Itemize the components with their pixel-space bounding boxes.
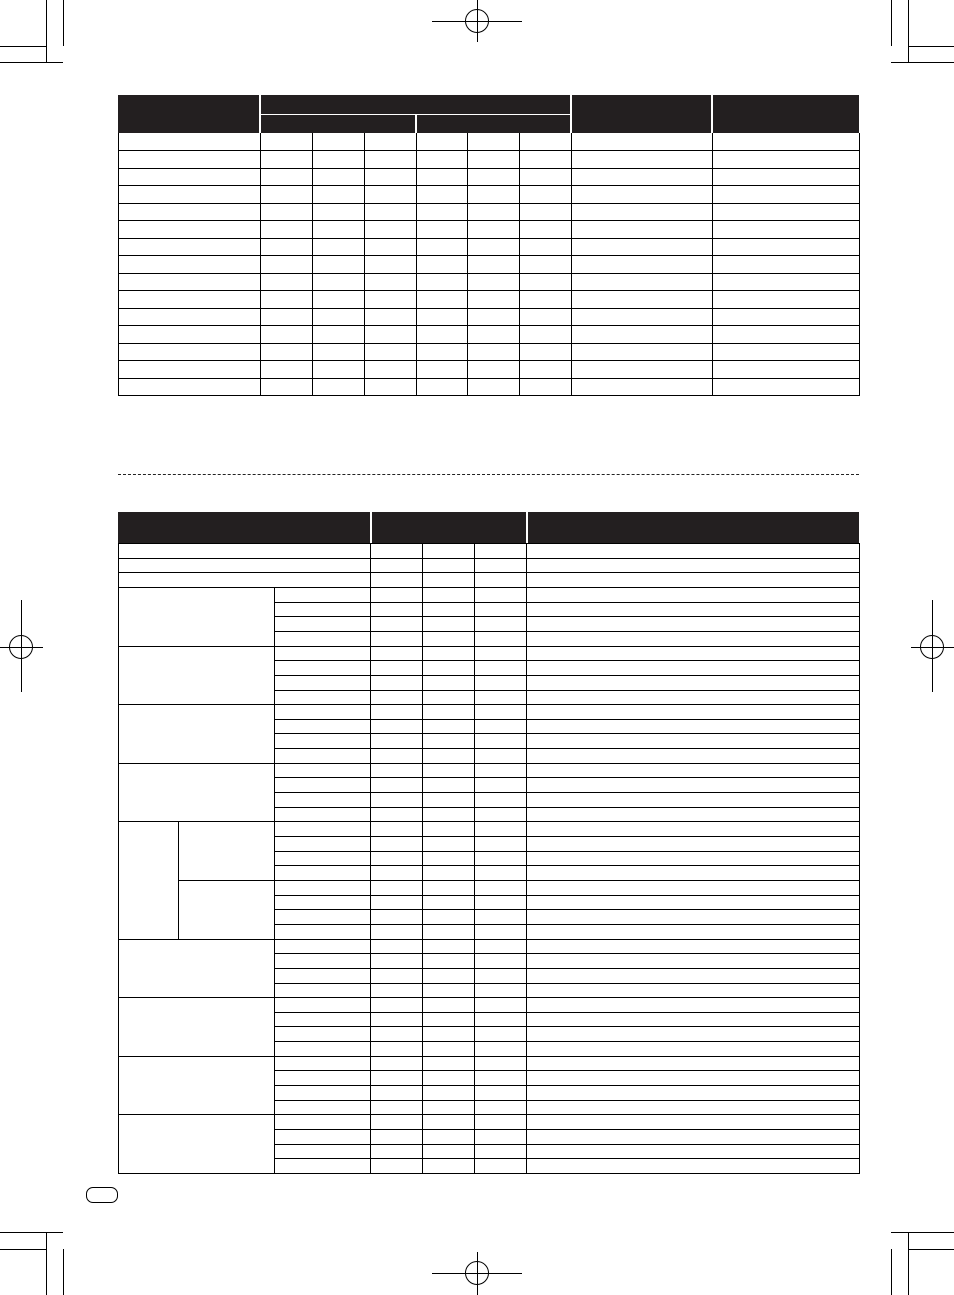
table-row-line xyxy=(118,558,860,559)
table-column-line xyxy=(712,133,713,396)
table-row-line xyxy=(274,616,860,617)
table-row-line xyxy=(274,733,860,734)
table-row-line xyxy=(274,1026,860,1027)
table-column-line xyxy=(467,133,468,396)
table-column-line xyxy=(364,133,365,396)
table-row-line xyxy=(118,185,860,186)
table-row-line xyxy=(118,1056,860,1057)
table-row-line xyxy=(274,880,860,881)
table-row-line xyxy=(274,1158,860,1159)
table-row-line xyxy=(118,1173,860,1174)
table-row-line xyxy=(118,763,860,764)
table-row-line xyxy=(118,378,860,379)
table-row-line xyxy=(274,909,860,910)
section-divider xyxy=(118,474,859,475)
table-row-line xyxy=(274,690,860,691)
table-column-line xyxy=(859,133,860,396)
table-row-line xyxy=(118,273,860,274)
table-column-line xyxy=(416,133,417,396)
table-row-line xyxy=(118,587,860,588)
table-row-line xyxy=(274,602,860,603)
table-row-line xyxy=(118,168,860,169)
table-row-line xyxy=(118,290,860,291)
table-row-line xyxy=(118,150,860,151)
table-row-line xyxy=(274,953,860,954)
table-row-line xyxy=(274,851,860,852)
table-row-line xyxy=(274,968,860,969)
table-row-line xyxy=(274,1085,860,1086)
table-row-line xyxy=(274,777,860,778)
table-row-line xyxy=(274,1041,860,1042)
table-row-line xyxy=(274,792,860,793)
table-row-line xyxy=(178,880,274,881)
table-row-line xyxy=(118,543,860,544)
table-row-line xyxy=(274,660,860,661)
table-row-line xyxy=(118,360,860,361)
table-column-line xyxy=(312,133,313,396)
table-row-line xyxy=(118,821,860,822)
table-row-line xyxy=(118,939,860,940)
page-number-tab xyxy=(86,1187,118,1203)
table-column-line xyxy=(519,133,520,396)
table-row-line xyxy=(118,395,860,396)
table-row-line xyxy=(118,238,860,239)
table-row-line xyxy=(118,325,860,326)
table-row-line xyxy=(274,865,860,866)
table-row-line xyxy=(118,997,860,998)
table-row-line xyxy=(274,983,860,984)
table-row-line xyxy=(274,895,860,896)
table-column-line xyxy=(118,133,119,396)
table-row-line xyxy=(274,675,860,676)
table-column-line xyxy=(260,133,261,396)
table-column-line xyxy=(178,821,179,939)
table-row-line xyxy=(274,1070,860,1071)
table-column-line xyxy=(274,587,275,1174)
table-column-line xyxy=(118,543,119,1174)
table-row-line xyxy=(274,924,860,925)
table-row-line xyxy=(118,308,860,309)
table-row-line xyxy=(274,748,860,749)
table-row-line xyxy=(118,220,860,221)
table-row-line xyxy=(118,704,860,705)
table-column-line xyxy=(474,543,475,1174)
table-column-line xyxy=(370,543,371,1174)
table-2-header-row xyxy=(118,512,859,543)
table-row-line xyxy=(274,1144,860,1145)
table-row-line xyxy=(118,255,860,256)
table-row-line xyxy=(274,1129,860,1130)
table-row-line xyxy=(118,572,860,573)
table-row-line xyxy=(274,836,860,837)
table-row-line xyxy=(274,1012,860,1013)
table-row-line xyxy=(274,719,860,720)
table-row-line xyxy=(118,203,860,204)
table-row-line xyxy=(118,343,860,344)
table-column-line xyxy=(571,133,572,396)
table-column-line xyxy=(859,543,860,1174)
table-row-line xyxy=(274,631,860,632)
table-row-line xyxy=(274,807,860,808)
table-row-line xyxy=(118,646,860,647)
table-column-line xyxy=(422,543,423,1174)
table-column-line xyxy=(526,543,527,1174)
table-row-line xyxy=(274,1100,860,1101)
table-row-line xyxy=(118,1114,860,1115)
